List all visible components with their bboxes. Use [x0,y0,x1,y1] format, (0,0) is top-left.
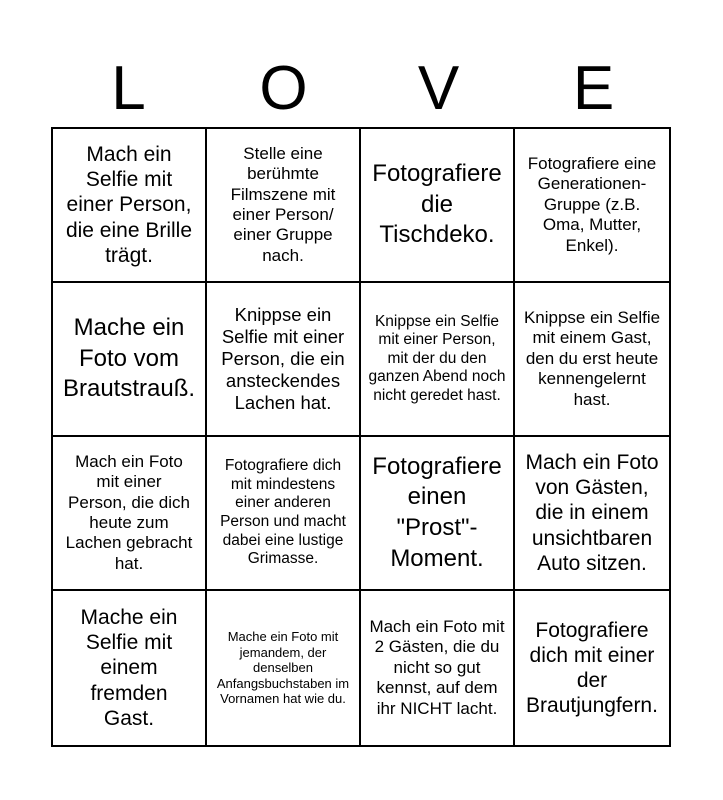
bingo-cell[interactable] [207,129,361,283]
bingo-cell-text: Fotografiere eine Generationen-Gruppe (z.B. Oma, Mutter, Enkel). [527,154,657,255]
bingo-cell[interactable] [361,129,515,283]
bingo-board [51,127,671,747]
bingo-cell-text: Mach ein Selfie mit einer Person, die eine Brille trägt. [65,143,193,267]
bingo-cell-text: Knippse ein Selfie mit einer Person, mit der du den ganzen Abend noch nicht geredet hast. [368,312,506,404]
bingo-cell-text: Mache ein Selfie mit einem fremden Gast. [80,606,178,730]
bingo-cell-text: Mach ein Foto mit 2 Gästen, die du nicht so gut kennst, auf dem ihr NICHT lacht. [369,617,505,718]
bingo-cell-text: Mach ein Foto mit einer Person, die dich heute zum Lachen gebracht hat. [65,451,193,573]
bingo-cell-text: Fotografiere dich mit mindestens einer anderen Person und macht dabei eine lustige Grimasse. [220,457,346,568]
header-letter-o: O [259,54,308,123]
bingo-header [51,50,671,128]
bingo-cell-text: Knippse ein Selfie mit einem Gast, den du erst heute kennengelernt hast. [523,308,661,409]
bingo-cell[interactable] [53,129,207,283]
bingo-cell[interactable] [53,437,207,591]
bingo-cell[interactable] [515,129,669,283]
bingo-cell[interactable] [515,591,669,745]
bingo-cell[interactable] [207,283,361,437]
bingo-cell-text: Stelle eine berühmte Filmszene mit einer Person/ einer Gruppe nach. [230,143,336,265]
bingo-cell[interactable] [361,283,515,437]
bingo-cell-text: Fotografiere dich mit einer der Brautjungfern. [526,618,658,718]
bingo-cell[interactable] [515,437,669,591]
header-letter-e: E [572,54,615,123]
bingo-cell-text: Mache ein Foto vom Brautstrauß. [62,313,196,403]
bingo-cell[interactable] [361,591,515,745]
bingo-cell[interactable] [361,437,515,591]
header-letter-l: L [111,54,146,123]
bingo-cell-text: Fotografiere die Tischdeko. [372,159,502,249]
bingo-cell-text: Knippse ein Selfie mit einer Person, die ein ansteckendes Lachen hat. [221,303,345,414]
bingo-cell[interactable] [515,283,669,437]
bingo-cell-text: Mache ein Foto mit jemandem, der denselben Anfangsbuchstaben im Vornamen hat wie du. [216,629,350,707]
bingo-cell[interactable] [207,591,361,745]
bingo-cell[interactable] [207,437,361,591]
bingo-cell-text: Mach ein Foto von Gästen, die in einem unsichtbaren Auto sitzen. [525,451,659,575]
bingo-cell[interactable] [53,591,207,745]
header-letter-v: V [417,54,460,123]
bingo-cell-text: Fotografiere einen "Prost"-Moment. [372,452,502,572]
bingo-cell[interactable] [53,283,207,437]
